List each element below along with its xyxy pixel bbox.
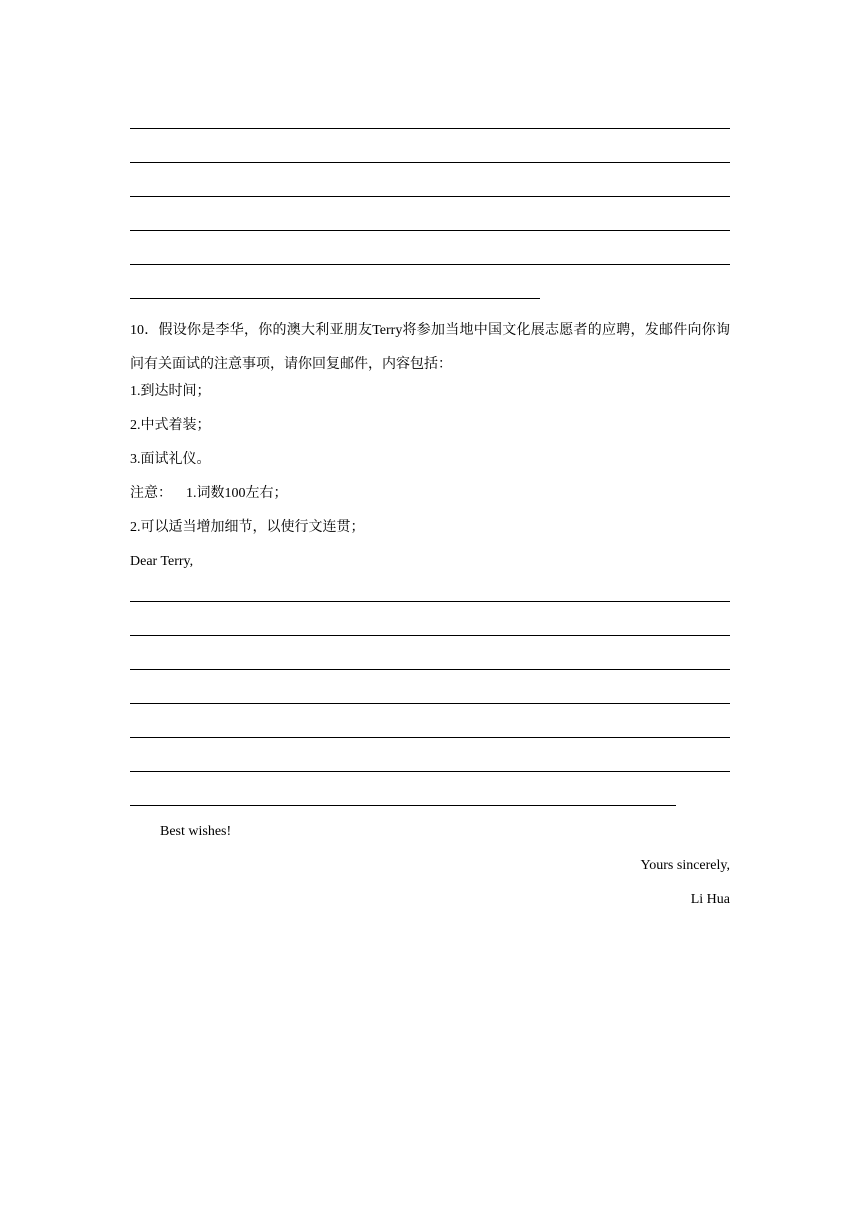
answer-line[interactable] — [130, 703, 730, 704]
answer-line[interactable] — [130, 196, 730, 197]
letter-closing: Best wishes! — [160, 824, 232, 839]
answer-line[interactable] — [130, 162, 730, 163]
note-prefix: 注意： — [130, 486, 172, 501]
answer-line[interactable] — [130, 128, 730, 129]
content-point-3: 3.面试礼仪。 — [130, 452, 211, 467]
question-prompt — [130, 314, 730, 382]
answer-line[interactable] — [130, 635, 730, 636]
answer-line-short[interactable] — [130, 805, 676, 806]
answer-line[interactable] — [130, 230, 730, 231]
content-point-2: 2.中式着装； — [130, 418, 211, 433]
note-item-1: 1.词数100左右； — [186, 486, 288, 501]
answer-line[interactable] — [130, 601, 730, 602]
answer-line[interactable] — [130, 669, 730, 670]
content-point-1: 1.到达时间； — [130, 384, 211, 399]
answer-line[interactable] — [130, 771, 730, 772]
letter-salutation: Dear Terry, — [130, 554, 194, 569]
note-item-2: 2.可以适当增加细节，以使行文连贯； — [130, 520, 365, 535]
question-text: 假设你是李华，你的澳大利亚朋友Terry将参加当地中国文化展志愿者的应聘，发邮件向你询问有关面试的注意事项，请你回复邮件，内容包括： — [130, 323, 730, 372]
answer-line[interactable] — [130, 737, 730, 738]
letter-sign-off: Yours sincerely, — [640, 858, 730, 873]
answer-line-short[interactable] — [130, 298, 540, 299]
letter-signature-name: Li Hua — [690, 892, 730, 907]
question-number: 10． — [130, 323, 159, 338]
answer-line[interactable] — [130, 264, 730, 265]
note-line — [130, 484, 288, 504]
